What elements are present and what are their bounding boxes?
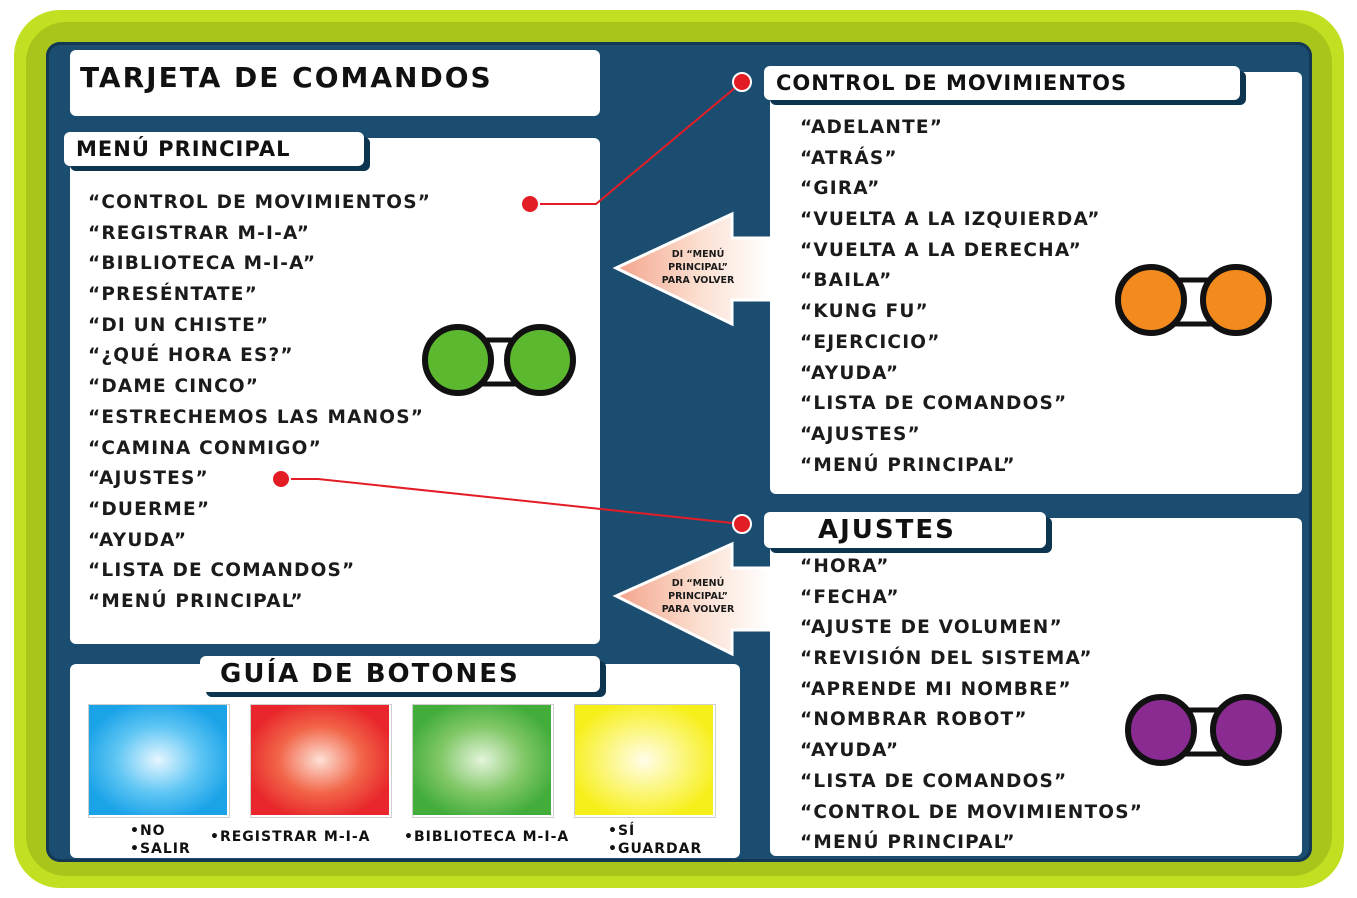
eyes-icon-green [425,327,573,393]
yellow-label-guardar: •GUARDAR [608,841,703,857]
main-menu-item: “AYUDA” [88,529,188,551]
main-menu-item: “DAME CINCO” [88,376,260,398]
movement-item: “EJERCICIO” [800,331,941,353]
settings-item: “FECHA” [800,586,900,608]
blue-label-salir: •SALIR [130,841,191,857]
eyes-icon-orange [1118,267,1269,333]
movement-item: “MENÚ PRINCIPAL” [800,454,1016,476]
connector-line-settings [281,479,742,524]
movement-item: “AYUDA” [800,362,900,384]
settings-item: “AJUSTE DE VOLUMEN” [800,617,1063,639]
main-menu-item: “MENÚ PRINCIPAL” [88,590,304,612]
movement-item: “ATRÁS” [800,147,898,169]
movement-header-label: CONTROL DE MOVIMIENTOS [776,71,1128,95]
main-menu-item: “LISTA DE COMANDOS” [88,560,356,582]
back-arrow-text: DI “MENÚ [671,249,725,260]
movement-item: “VUELTA A LA IZQUIERDA” [800,209,1101,231]
blue-label-no: •NO [130,823,166,839]
movement-item: “GIRA” [800,178,881,200]
movement-item: “ADELANTE” [800,117,944,138]
blue-button-fill [89,705,227,815]
green-label-biblioteca: •BIBLIOTECA M-I-A [404,829,570,845]
yellow-button-fill [575,705,713,815]
settings-item: “HORA” [800,556,890,577]
movement-item: “BAILA” [800,270,893,292]
button-guide-header-label: GUÍA DE BOTONES [220,659,520,689]
back-arrow-text: PARA VOLVER [661,275,735,286]
main-menu-item: “ESTRECHEMOS LAS MANOS” [88,406,425,428]
back-arrow-text: PRINCIPAL” [668,591,728,602]
red-label-registrar: •REGISTRAR M-I-A [210,829,371,845]
main-menu-item: “AJUSTES” [88,468,209,490]
connector-dot [733,73,751,91]
settings-header-label: AJUSTES [818,515,956,545]
main-menu-item: “BIBLIOTECA M-I-A” [88,253,317,275]
back-arrow-movements [616,214,770,324]
settings-item: “CONTROL DE MOVIMIENTOS” [800,801,1144,823]
main-menu-item: “CONTROL DE MOVIMIENTOS” [88,192,432,213]
settings-item: “REVISIÓN DEL SISTEMA” [800,648,1093,670]
green-button-fill [413,705,551,815]
main-menu-item: “PRESÉNTATE” [88,284,258,306]
connector-line-movements [530,82,742,204]
connector-dot [272,470,290,488]
yellow-label-si: •SÍ [608,823,636,839]
page-title: TARJETA DE COMANDOS [80,61,493,94]
main-menu-header-label: MENÚ PRINCIPAL [76,137,291,161]
red-button-fill [251,705,389,815]
back-arrow-text: PARA VOLVER [661,604,735,615]
settings-item: “AYUDA” [800,740,900,762]
main-menu-item: “CAMINA CONMIGO” [88,437,322,459]
settings-item: “LISTA DE COMANDOS” [800,770,1068,792]
movement-item: “KUNG FU” [800,301,929,323]
main-menu-item: “DI UN CHISTE” [88,314,270,336]
connector-dot [521,195,539,213]
eyes-icon-purple [1128,697,1279,763]
main-menu-item: “DUERME” [88,498,211,520]
settings-item: “NOMBRAR ROBOT” [800,709,1028,731]
settings-item: “MENÚ PRINCIPAL” [800,832,1016,854]
movement-item: “LISTA DE COMANDOS” [800,393,1068,415]
main-menu-item: “¿QUÉ HORA ES?” [88,345,294,367]
back-arrow-text: PRINCIPAL” [668,262,728,273]
back-arrow-text: DI “MENÚ [671,578,725,589]
settings-item: “APRENDE MI NOMBRE” [800,678,1072,700]
movement-item: “AJUSTES” [800,423,921,445]
back-arrow-settings [616,544,770,654]
connector-dot [733,515,751,533]
movement-item: “VUELTA A LA DERECHA” [800,239,1083,261]
main-menu-item: “REGISTRAR M-I-A” [88,222,311,244]
